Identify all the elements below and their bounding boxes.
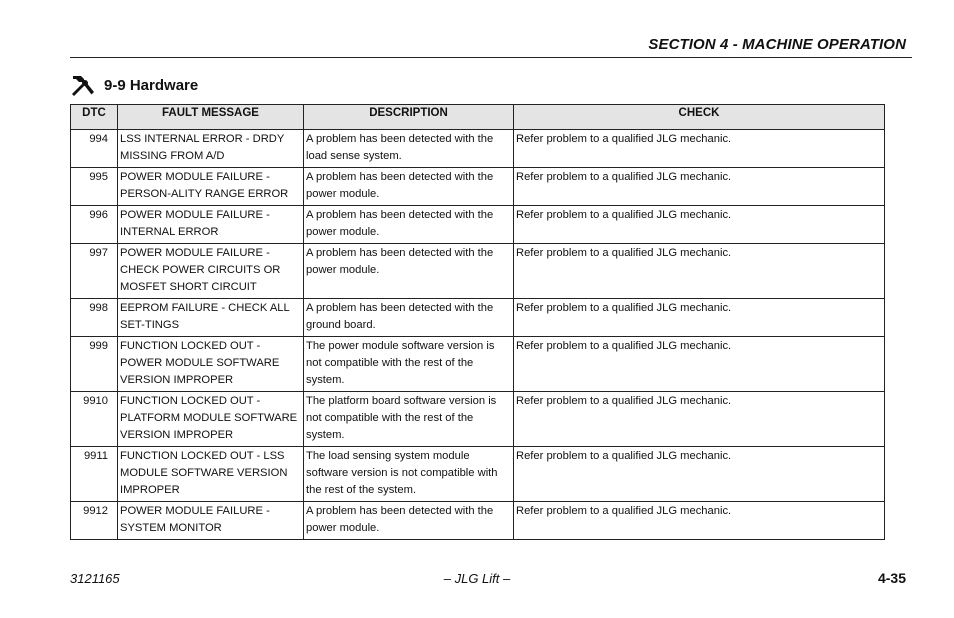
dtc-code: 996 <box>71 206 118 244</box>
fault-message: FUNCTION LOCKED OUT - LSS MODULE SOFTWARE VERSION IMPROPER <box>118 447 304 502</box>
fault-description: The platform board software version is not compatible with the rest of the system. <box>304 392 514 447</box>
fault-message: POWER MODULE FAILURE - INTERNAL ERROR <box>118 206 304 244</box>
dtc-code: 9911 <box>71 447 118 502</box>
table-row <box>71 206 885 244</box>
table-row <box>71 130 885 168</box>
dtc-code: 997 <box>71 244 118 299</box>
column-header-check: CHECK <box>514 105 885 130</box>
fault-check: Refer problem to a qualified JLG mechanic. <box>514 392 885 447</box>
fault-check: Refer problem to a qualified JLG mechanic. <box>514 168 885 206</box>
dtc-code: 998 <box>71 299 118 337</box>
column-header-fault-message: FAULT MESSAGE <box>118 105 304 130</box>
column-header-dtc: DTC <box>71 105 118 130</box>
footer-brand: – JLG Lift – <box>443 571 511 586</box>
fault-message: POWER MODULE FAILURE - CHECK POWER CIRCUITS OR MOSFET SHORT CIRCUIT <box>118 244 304 299</box>
table-row <box>71 299 885 337</box>
fault-check: Refer problem to a qualified JLG mechanic. <box>514 337 885 392</box>
section-header: SECTION 4 - MACHINE OPERATION <box>648 36 906 53</box>
fault-check: Refer problem to a qualified JLG mechanic. <box>514 206 885 244</box>
fault-message: EEPROM FAILURE - CHECK ALL SET-TINGS <box>118 299 304 337</box>
dtc-code: 9912 <box>71 502 118 540</box>
fault-description: A problem has been detected with the ground board. <box>304 299 514 337</box>
header-rule <box>70 57 912 58</box>
dtc-code: 999 <box>71 337 118 392</box>
fault-message: LSS INTERNAL ERROR - DRDY MISSING FROM A/D <box>118 130 304 168</box>
fault-message: FUNCTION LOCKED OUT - PLATFORM MODULE SOFTWARE VERSION IMPROPER <box>118 392 304 447</box>
fault-check: Refer problem to a qualified JLG mechanic. <box>514 244 885 299</box>
table-row <box>71 447 885 502</box>
fault-description: A problem has been detected with the power module. <box>304 168 514 206</box>
table-row <box>71 392 885 447</box>
table-row <box>71 244 885 299</box>
table-row <box>71 502 885 540</box>
fault-description: The load sensing system module software version is not compatible with the rest of the system. <box>304 447 514 502</box>
column-header-description: DESCRIPTION <box>304 105 514 130</box>
page-number: 4-35 <box>877 570 906 586</box>
fault-message: POWER MODULE FAILURE - SYSTEM MONITOR <box>118 502 304 540</box>
fault-message: FUNCTION LOCKED OUT - POWER MODULE SOFTWARE VERSION IMPROPER <box>118 337 304 392</box>
hammer-icon <box>70 73 96 97</box>
dtc-code: 994 <box>71 130 118 168</box>
fault-message: POWER MODULE FAILURE - PERSON-ALITY RANGE ERROR <box>118 168 304 206</box>
document-number: 3121165 <box>70 571 120 586</box>
fault-check: Refer problem to a qualified JLG mechanic. <box>514 130 885 168</box>
dtc-code: 9910 <box>71 392 118 447</box>
fault-check: Refer problem to a qualified JLG mechanic. <box>514 299 885 337</box>
fault-description: The power module software version is not compatible with the rest of the system. <box>304 337 514 392</box>
fault-check: Refer problem to a qualified JLG mechanic. <box>514 447 885 502</box>
dtc-table <box>70 104 885 540</box>
fault-description: A problem has been detected with the load sense system. <box>304 130 514 168</box>
fault-description: A problem has been detected with the power module. <box>304 244 514 299</box>
table-row <box>71 337 885 392</box>
fault-description: A problem has been detected with the power module. <box>304 206 514 244</box>
fault-check: Refer problem to a qualified JLG mechanic. <box>514 502 885 540</box>
table-header-row <box>71 105 885 130</box>
section-title: 9-9 Hardware <box>104 76 199 94</box>
dtc-code: 995 <box>71 168 118 206</box>
fault-description: A problem has been detected with the power module. <box>304 502 514 540</box>
table-row <box>71 168 885 206</box>
section-heading <box>70 73 198 97</box>
